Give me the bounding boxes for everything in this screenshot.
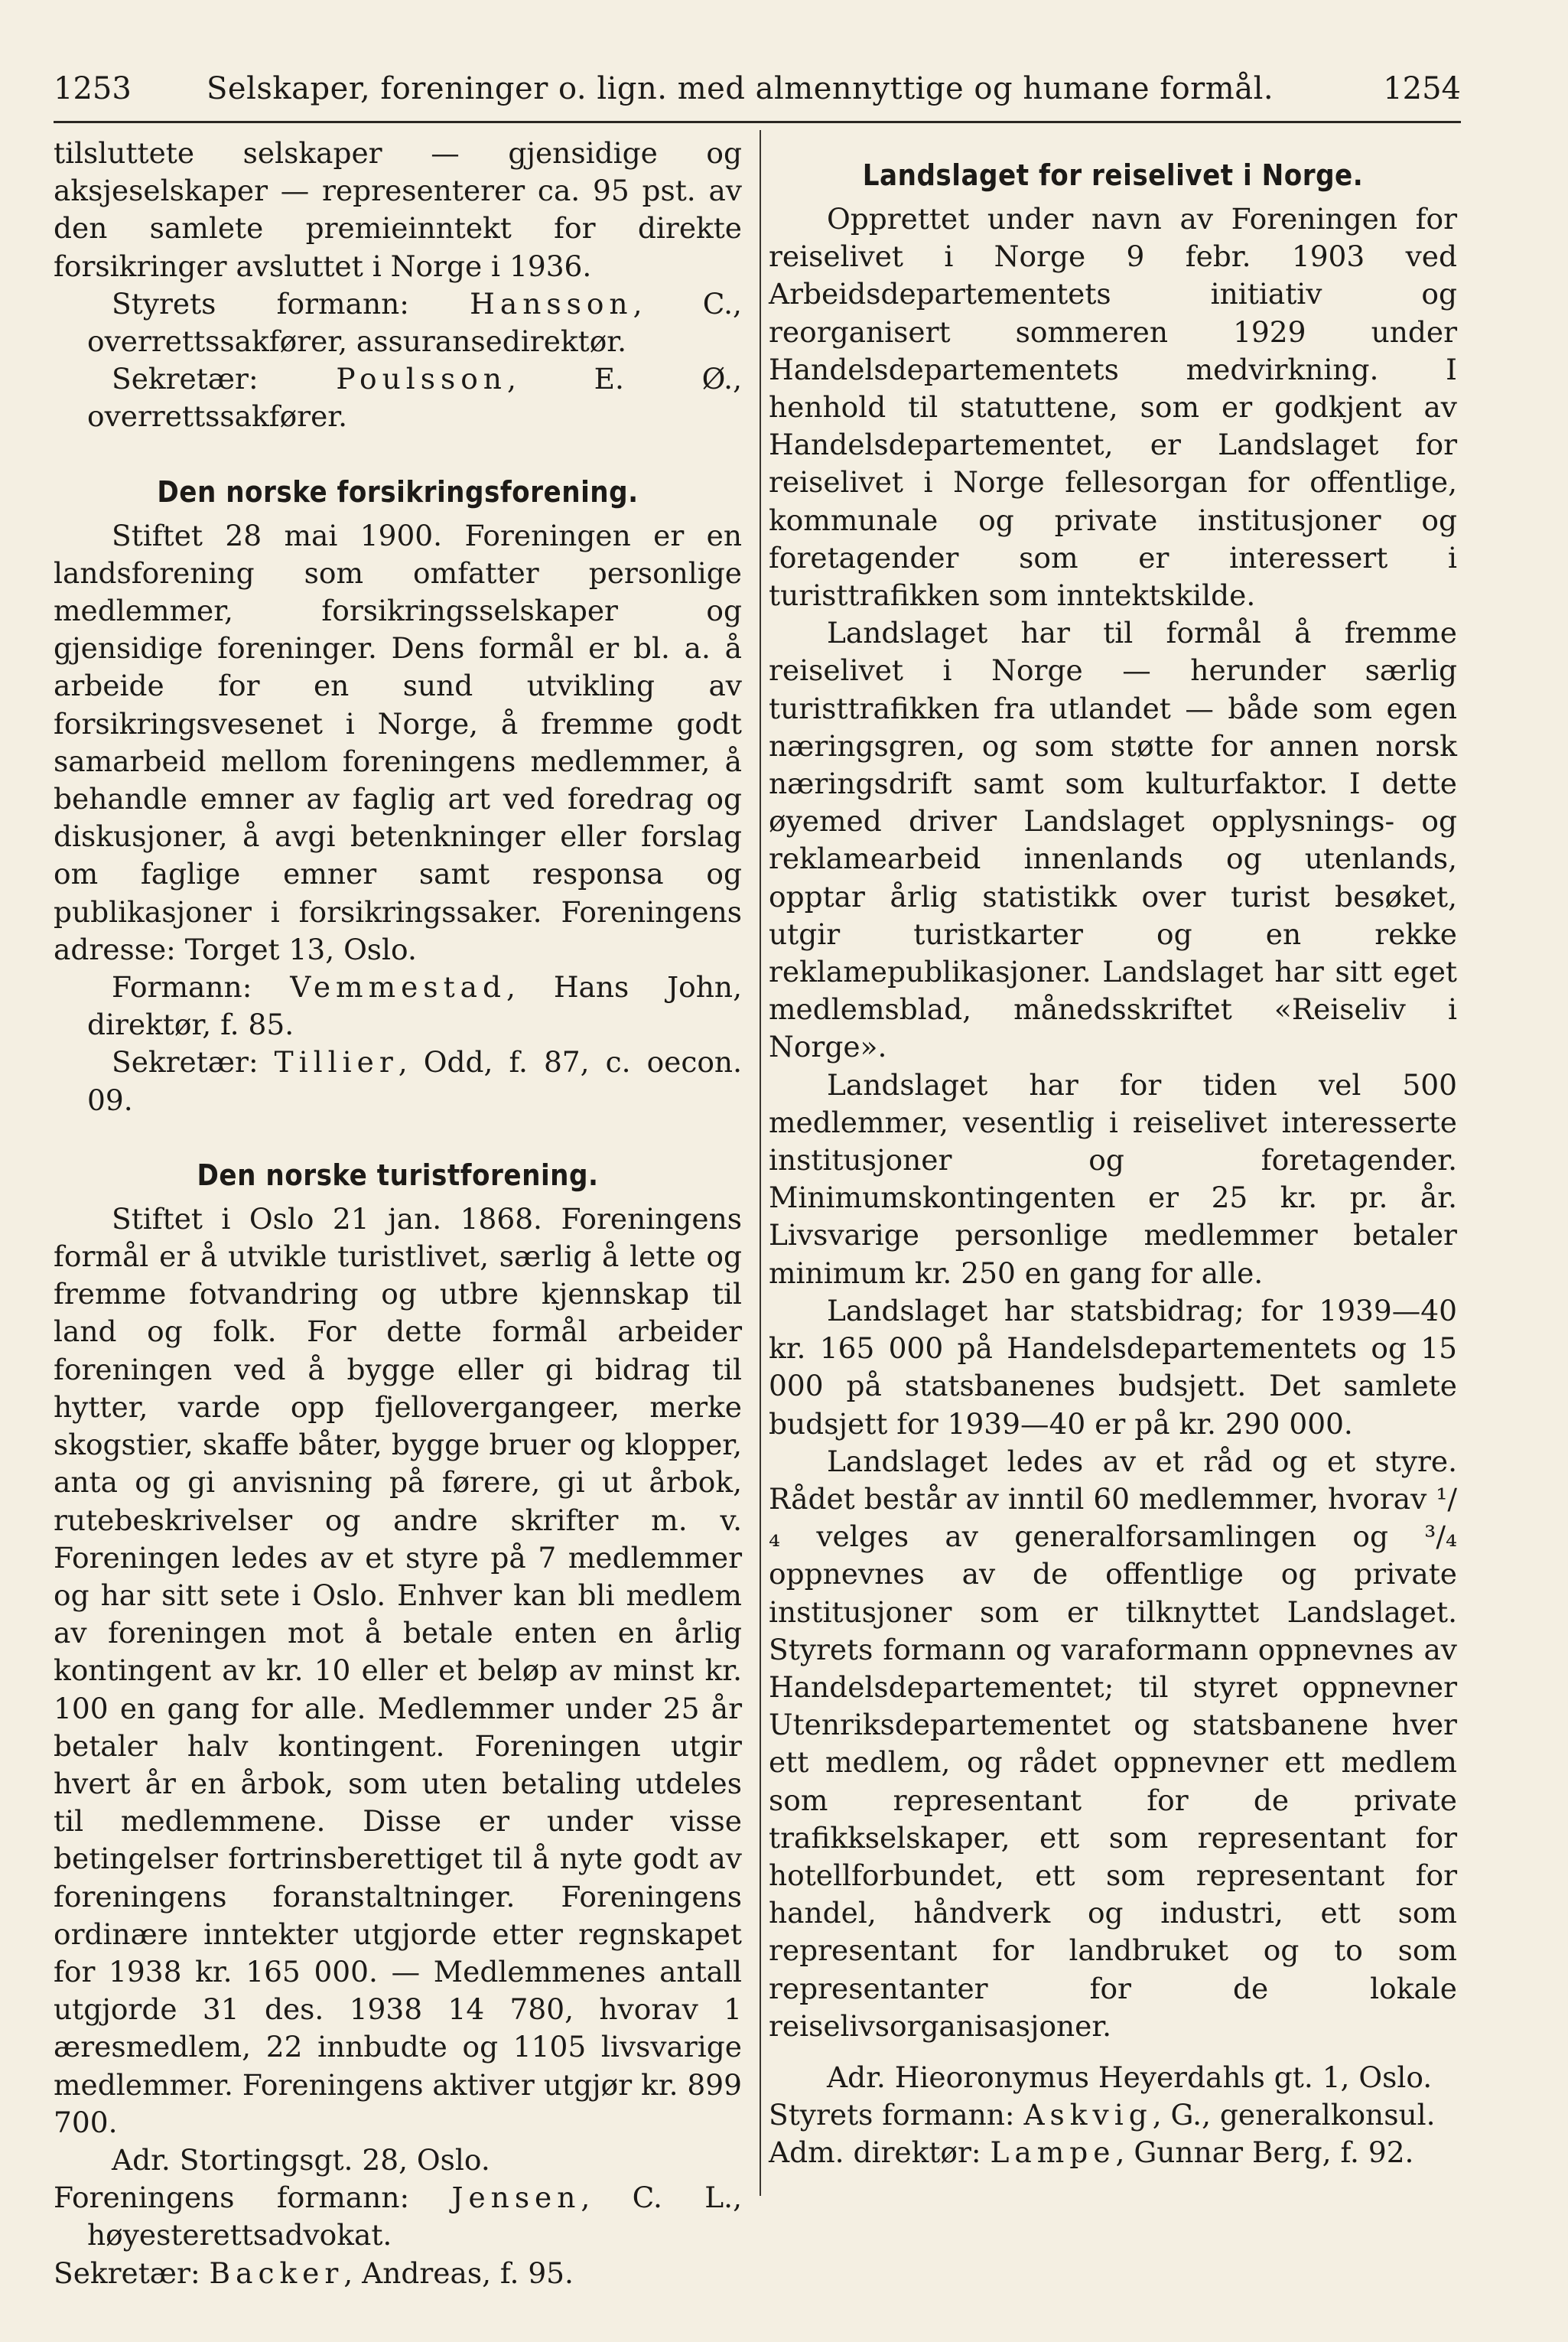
person-name: Jensen <box>451 2181 581 2215</box>
paragraph: Landslaget ledes av et råd og et styre. Rådet består av inntil 60 medlemmer, hvorav ¹/₄ velges av generalforsamlingen og ³/₄ oppnevnes av de offentlige og private institusjoner som er tilknyttet Landslaget. Styrets formann og varaformann oppnevnes av Handelsdepartementet; til styret oppnevner Utenriksdepartementet og statsbanene hver ett medlem, og rådet oppnevner ett medlem som representant for de private trafikkselskaper, ett som representant for hotellforbundet, ett som representant for handel, håndverk og industri, ett som representant for landbruket og to som representanter for de lokale reiselivsorganisasjoner. <box>769 1444 1457 2043</box>
address: Adr. Stortingsgt. 28, Oslo. <box>112 2142 490 2177</box>
person-name: Hansson <box>470 286 633 321</box>
paragraph: tilsluttete selskaper — gjensidige og aksjeselskaper — representerer ca. 95 pst. av den samlete premieinntekt for direkte forsikringer avsluttet i Norge i 1936. <box>54 136 742 283</box>
page-number-right: 1254 <box>1383 71 1461 106</box>
director-entry: Adm. direktør: Lampe, Gunnar Berg, f. 92. <box>769 2135 1414 2170</box>
board-chair-entry: Styrets formann: Askvig, G., generalkonsul. <box>769 2098 1436 2132</box>
paragraph: Landslaget har for tiden vel 500 medlemmer, vesentlig i reiselivet interesserte institusjoner og foretagender. Minimumskontingenten er 25 kr. pr. år. Livsvarige personlige medlemmer betaler minimum kr. 250 en gang for alle. <box>769 1067 1457 1290</box>
header-rule <box>54 121 1461 123</box>
left-column <box>54 135 742 2292</box>
person-name: Poulsson <box>336 362 507 396</box>
address: Adr. Hieoronymus Heyerdahls gt. 1, Oslo. <box>827 2060 1433 2094</box>
board-chair-entry: Styrets formann: Hansson, C., overrettssakfører, assuransedirektør. <box>87 286 742 359</box>
column-divider <box>760 130 761 2196</box>
chairman-entry: Formann: Vemmestad, Hans John, direktør, f. 85. <box>87 970 742 1042</box>
paragraph: Stiftet 28 mai 1900. Foreningen er en landsforening som omfatter personlige medlemmer, forsikringsselskaper og gjensidige foreninger. Dens formål er bl. a. å arbeide for en sund utvikling av forsikringsvesenet i Norge, å fremme godt samarbeid mellom foreningens medlemmer, å behandle emner av faglig art ved foredrag og diskusjoner, å avgi betenkninger eller forslag om faglige emner samt responsa og publikasjoner i forsikringssaker. Foreningens adresse: Torget 13, Oslo. <box>54 518 742 966</box>
section-heading: Den norske turistforening. <box>197 1158 599 1192</box>
person-name: Tillier <box>274 1045 399 1080</box>
chairman-entry: Foreningens formann: Jensen, C. L., høyesterettsadvokat. <box>54 2181 742 2252</box>
person-name: Lampe <box>990 2135 1116 2170</box>
right-column <box>769 135 1457 2172</box>
paragraph: Stiftet i Oslo 21 jan. 1868. Foreningens formål er å utvikle turistlivet, særlig å lette og fremme fotvandring og utbre kjennskap til land og folk. For dette formål arbeider foreningen ved å bygge eller gi bidrag til hytter, varde opp fjellovergangeer, merke skogstier, skaffe båter, bygge bruer og klopper, anta og gi anvisning på førere, gi ut årbok, rutebeskrivelser og andre skrifter m. v. Foreningen ledes av et styre på 7 medlemmer og har sitt sete i Oslo. Enhver kan bli medlem av foreningen mot å betale enten en årlig kontingent av kr. 10 eller et beløp av minst kr. 100 en gang for alle. Medlemmer under 25 år betaler halv kontingent. Foreningen utgir hvert år en årbok, som uten betaling utdeles til medlemmene. Disse er under visse betingelser fortrinsberettiget til å nyte godt av foreningens foranstaltninger. Foreningens ordinære inntekter utgjorde etter regnskapet for 1938 kr. 165 000. — Medlemmenes antall utgjorde 31 des. 1938 14 780, hvorav 1 æresmedlem, 22 innbudte og 1105 livsvarige medlemmer. Foreningens aktiver utgjør kr. 899 700. <box>54 1201 742 2139</box>
person-name: Askvig <box>1023 2098 1153 2132</box>
secretary-entry: Sekretær: Poulsson, E. Ø., overrettssakfører. <box>87 362 742 434</box>
person-name: Vemmestad <box>290 970 507 1005</box>
section-heading: Landslaget for reiselivet i Norge. <box>862 158 1364 192</box>
section-heading: Den norske forsikringsforening. <box>157 474 639 509</box>
running-title: Selskaper, foreninger o. lign. med almennyttige og humane formål. <box>207 71 1274 106</box>
person-name: Backer <box>209 2256 344 2290</box>
paragraph: Landslaget har til formål å fremme reiselivet i Norge — herunder særlig turisttrafikken fra utlandet — både som egen næringsgren, og som støtte for annen norsk næringsdrift samt som kulturfaktor. I dette øyemed driver Landslaget opplysnings- og reklamearbeid innenlands og utenlands, opptar årlig statistikk over turist besøket, utgir turistkarter og en rekke reklamepublikasjoner. Landslaget har sitt eget medlemsblad, månedsskriftet «Reiseliv i Norge». <box>769 616 1457 1064</box>
secretary-entry: Sekretær: Backer, Andreas, f. 95. <box>54 2256 574 2290</box>
page-number-left: 1253 <box>54 71 132 106</box>
secretary-entry: Sekretær: Tillier, Odd, f. 87, c. oecon. 09. <box>87 1045 743 1117</box>
paragraph: Opprettet under navn av Foreningen for reiselivet i Norge 9 febr. 1903 ved Arbeidsdepartementets initiativ og reorganisert sommeren 1929 under Handelsdepartementets medvirkning. I henhold til statuttene, som er godkjent av Handelsdepartementet, er Landslaget for reiselivet i Norge fellesorgan for offentlige, kommunale og private institusjoner og foretagender som er interessert i turisttrafikken som inntektskilde. <box>769 202 1457 613</box>
paragraph: Landslaget har statsbidrag; for 1939—40 kr. 165 000 på Handelsdepartementets og 15 000 på statsbanenes budsjett. Det samlete budsjett for 1939—40 er på kr. 290 000. <box>769 1293 1457 1441</box>
